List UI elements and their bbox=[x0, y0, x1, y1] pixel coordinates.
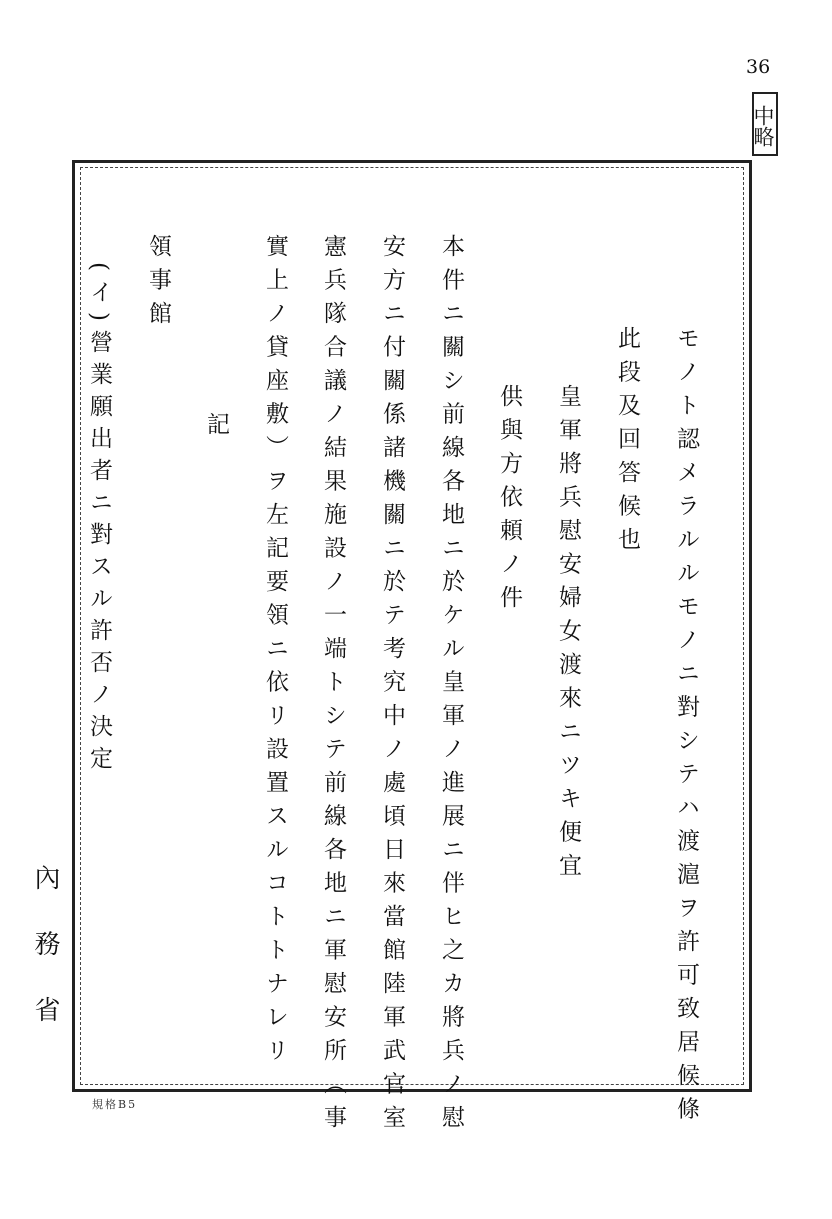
ministry-label: 內務省 bbox=[30, 864, 60, 1062]
text-column-8: 實上ノ貸座敷）ヲ左記要領ニ依リ設置スルコトトナレリ bbox=[262, 234, 288, 1072]
page-number: 36 bbox=[746, 56, 771, 78]
section-heading-ki: 記 bbox=[203, 412, 229, 446]
text-column-2: 此段及回答候也 bbox=[614, 326, 640, 561]
text-column-6: 安方ニ付關係諸機關ニ於テ考究中ノ處頃日來當館陸軍武官室 bbox=[379, 234, 405, 1139]
text-column-11: (イ)營業願出者ニ對スル許否ノ決定 bbox=[86, 262, 112, 778]
text-column-4: 供與方依頼ノ件 bbox=[496, 384, 522, 619]
text-column-3: 皇軍將兵慰安婦女渡來ニツキ便宜 bbox=[555, 384, 581, 887]
bracket-note: 中略 bbox=[752, 92, 778, 156]
footer-paper-mark: 規格B5 bbox=[92, 1098, 138, 1111]
text-column-10: 領事館 bbox=[145, 234, 171, 335]
text-column-7: 憲兵隊合議ノ結果施設ノ一端トシテ前線各地ニ軍慰安所（事 bbox=[320, 234, 346, 1139]
text-column-1: モノト認メラルルモノニ對シテハ渡滬ヲ許可致居候條 bbox=[673, 326, 699, 1130]
text-column-5: 本件ニ關シ前線各地ニ於ケル皇軍ノ進展ニ伴ヒ之カ將兵ノ慰 bbox=[438, 234, 464, 1139]
page-frame-inner bbox=[80, 167, 744, 1085]
